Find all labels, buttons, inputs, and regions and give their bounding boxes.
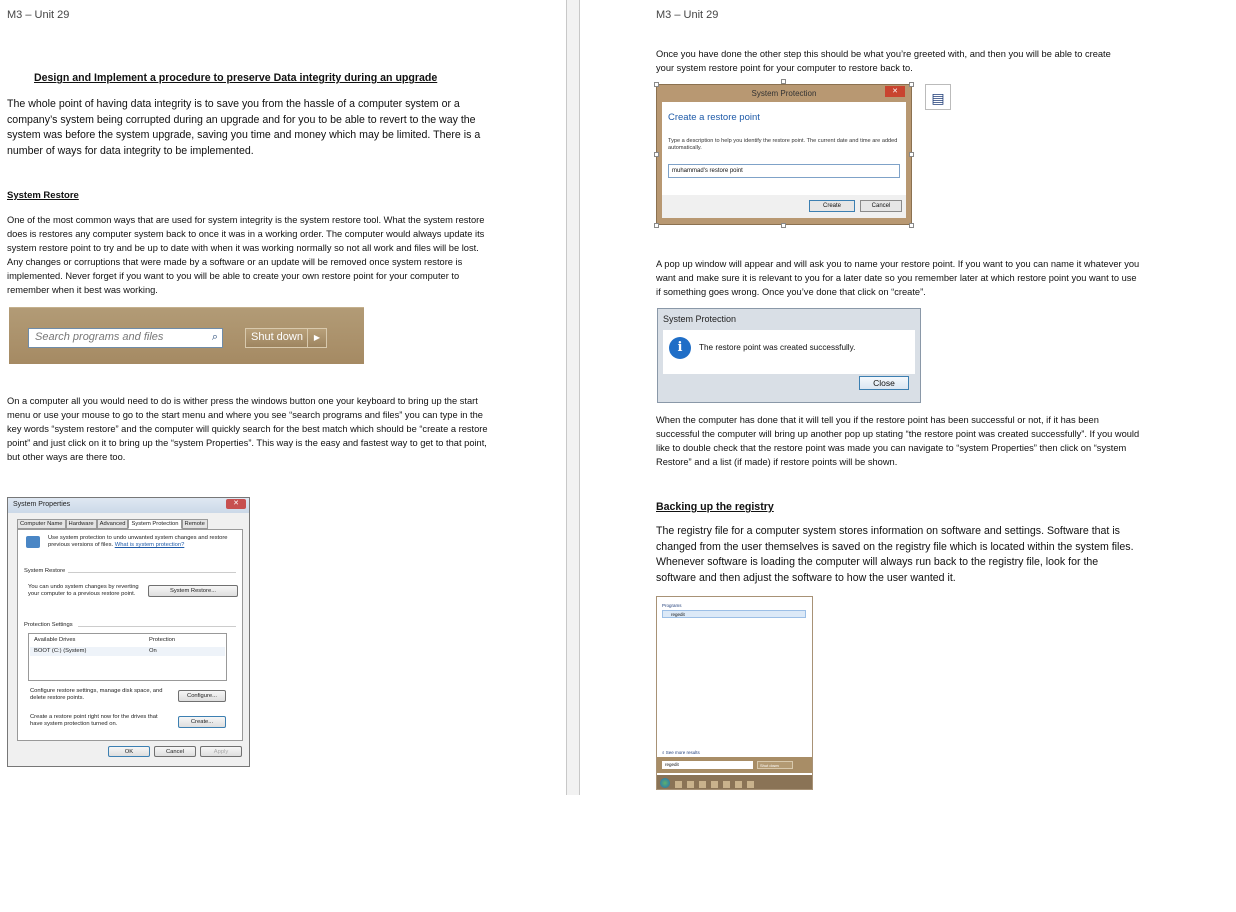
shield-icon — [26, 536, 40, 548]
left-page — [0, 0, 566, 795]
table-row[interactable] — [30, 647, 225, 656]
close-icon[interactable]: ✕ — [226, 499, 246, 509]
configure-button[interactable]: Configure... — [178, 690, 226, 702]
taskbar-app-icon[interactable] — [711, 781, 718, 788]
page-header: M3 – Unit 29 — [7, 9, 70, 21]
protection-intro — [48, 535, 233, 549]
drive-status: On — [149, 648, 157, 654]
divider — [68, 572, 236, 573]
close-icon[interactable]: ✕ — [885, 86, 905, 97]
section-heading-system-restore: System Restore — [7, 190, 79, 201]
system-properties-screenshot — [7, 497, 250, 767]
taskbar-app-icon[interactable] — [723, 781, 730, 788]
restore-text: You can undo system changes by reverting your computer to a previous restore point. — [28, 584, 139, 597]
taskbar — [657, 775, 812, 789]
tab-system-protection[interactable]: System Protection — [128, 519, 181, 529]
dialog-description: Type a description to help you identify the restore point. The current date and time are added automatically. — [668, 138, 898, 151]
success-message: The restore point was created successfully. — [699, 343, 856, 352]
dialog-title: System Protection — [751, 89, 817, 98]
tab-advanced[interactable]: Advanced — [97, 519, 129, 529]
restore-group-label: System Restore — [24, 568, 66, 574]
protection-group-label: Protection Settings — [24, 622, 73, 628]
dialog-title: System Protection — [663, 314, 737, 324]
dialog-body — [662, 102, 906, 218]
search-input[interactable]: regedit — [662, 761, 753, 769]
instructions-paragraph: On a computer all you would need to do is wither press the windows button one your keyboard to bring up the start menu or use your mouse to go to the start menu and where you see “search programs and files” you can type in the key words “system restore” and the computer will quickly search for the best match which should be “create a restore point” and just click on it to bring up the “system Properties”. This way is the easy and fastest way to get to that point, but other ways are there too. — [7, 396, 488, 462]
divider — [78, 626, 236, 627]
taskbar-app-icon[interactable] — [675, 781, 682, 788]
start-menu-regedit-screenshot — [656, 596, 813, 790]
see-more-results-link[interactable] — [662, 750, 700, 755]
resize-handle[interactable] — [781, 79, 786, 84]
restore-point-name-input[interactable]: muhammad's restore point — [668, 164, 900, 178]
col-drives: Available Drives — [34, 637, 76, 643]
layout-options-icon[interactable]: ▤ — [925, 84, 951, 110]
start-orb-icon[interactable] — [660, 778, 670, 788]
section-heading-registry: Backing up the registry — [656, 501, 774, 513]
resize-handle[interactable] — [654, 82, 659, 87]
info-icon: i — [669, 337, 691, 359]
resize-handle[interactable] — [781, 223, 786, 228]
apply-button[interactable]: Apply — [200, 746, 242, 757]
start-menu-search-screenshot — [9, 307, 364, 364]
taskbar-app-icon[interactable] — [687, 781, 694, 788]
window-title: System Properties — [8, 498, 249, 513]
confirmation-paragraph: When the computer has done that it will tell you if the restore point has been successful or not, if it has been successful the computer will bring up another pop up stating “the restore point was created successfully”. If you would like to double check that the restore point was made you can navigate to “system Properties” then click on “system Restore” and a list (if made) if restore points will be shown. — [656, 415, 1140, 467]
help-link[interactable]: What is system protection? — [114, 542, 185, 548]
page-divider — [566, 0, 580, 795]
intro-text: Use system protection to undo unwanted system changes and restore previous versions of files. — [48, 535, 228, 548]
col-protection: Protection — [149, 637, 176, 643]
create-button[interactable]: Create... — [178, 716, 226, 728]
cancel-button[interactable]: Cancel — [860, 200, 902, 212]
taskbar-app-icon[interactable] — [735, 781, 742, 788]
system-restore-button[interactable]: System Restore... — [148, 585, 238, 597]
create-restore-point-dialog — [656, 84, 912, 225]
shutdown-button[interactable] — [245, 328, 327, 348]
naming-paragraph: A pop up window will appear and will ask you to name your restore point. If you want to you can name it whatever you want and make sure it is relevant to you for a later date so you remember later at which restore point you want to use if something goes wrong. Once you’ve done that click on “create”. — [656, 259, 1140, 297]
registry-paragraph: The registry file for a computer system stores information on software and settings. Software that is changed from the user themselves is saved on the registry file which is located within the system files. Whenever software is loading the computer will always run back to the registry file, look for the software and then adjust the software to how the user wanted it. — [656, 525, 1134, 584]
restore-success-dialog — [657, 308, 921, 403]
resize-handle[interactable] — [909, 82, 914, 87]
intro-paragraph: The whole point of having data integrity is to save you from the hassle of a computer system or a company’s system being corrupted during an upgrade and for you to be able to revert to the way the system was before the system upgrade, saving you time and money which may be limited. There is a number of ways for data integrity to be implemented. — [7, 98, 481, 157]
search-icon: ⌕ — [211, 331, 218, 343]
dialog-footer — [662, 195, 906, 218]
search-placeholder: Search programs and files — [35, 331, 164, 343]
see-more-label: See more results — [665, 750, 700, 755]
dialog-heading: Create a restore point — [668, 112, 760, 123]
search-input[interactable] — [28, 328, 223, 348]
tab-hardware[interactable]: Hardware — [66, 519, 97, 529]
create-button[interactable]: Create — [809, 200, 855, 212]
tab-remote[interactable]: Remote — [182, 519, 208, 529]
page-header: M3 – Unit 29 — [656, 9, 719, 21]
tab-bar — [17, 519, 208, 529]
drive-name: BOOT (C:) (System) — [34, 648, 87, 654]
page-title: Design and Implement a procedure to preserve Data integrity during an upgrade — [34, 72, 438, 84]
resize-handle[interactable] — [909, 152, 914, 157]
shutdown-button[interactable]: Shut down — [757, 761, 793, 769]
resize-handle[interactable] — [909, 223, 914, 228]
taskbar-app-icon[interactable] — [747, 781, 754, 788]
tab-panel — [17, 529, 243, 741]
drives-list — [28, 633, 227, 681]
dialog-body — [663, 330, 915, 374]
start-menu-bottom-bar — [657, 757, 812, 773]
create-intro-paragraph: Once you have done the other step this should be what you’re greeted with, and then you will be able to create your system restore point for your computer to restore back to. — [656, 49, 1111, 73]
programs-category: Programs — [662, 603, 682, 608]
taskbar-app-icon[interactable] — [699, 781, 706, 788]
cancel-button[interactable]: Cancel — [154, 746, 196, 757]
tab-computer-name[interactable]: Computer Name — [17, 519, 66, 529]
configure-text: Configure restore settings, manage disk space, and delete restore points. — [30, 688, 163, 701]
shutdown-label: Shut down — [251, 331, 303, 343]
close-button[interactable]: Close — [859, 376, 909, 390]
chevron-right-icon[interactable]: ▶ — [307, 329, 326, 347]
resize-handle[interactable] — [654, 223, 659, 228]
system-restore-paragraph: One of the most common ways that are used for system integrity is the system restore tool. What the system restore does is restores any computer system back to once it was in a working order. The computer would always update its system restore point to try and be up to date with when it was working normally so not all work and files will be lost. Any changes or corruptions that were made by a software or an update will be removed once system restore is implemented. Never forget if you want to you will be able to create your own restore point for your computer to remember when it best was working. — [7, 215, 485, 295]
search-result-regedit[interactable] — [662, 610, 806, 618]
result-label: regedit — [671, 612, 685, 617]
resize-handle[interactable] — [654, 152, 659, 157]
ok-button[interactable]: OK — [108, 746, 150, 757]
search-icon: ⌕ — [662, 750, 665, 755]
create-text: Create a restore point right now for the drives that have system protection turned on. — [30, 714, 158, 727]
